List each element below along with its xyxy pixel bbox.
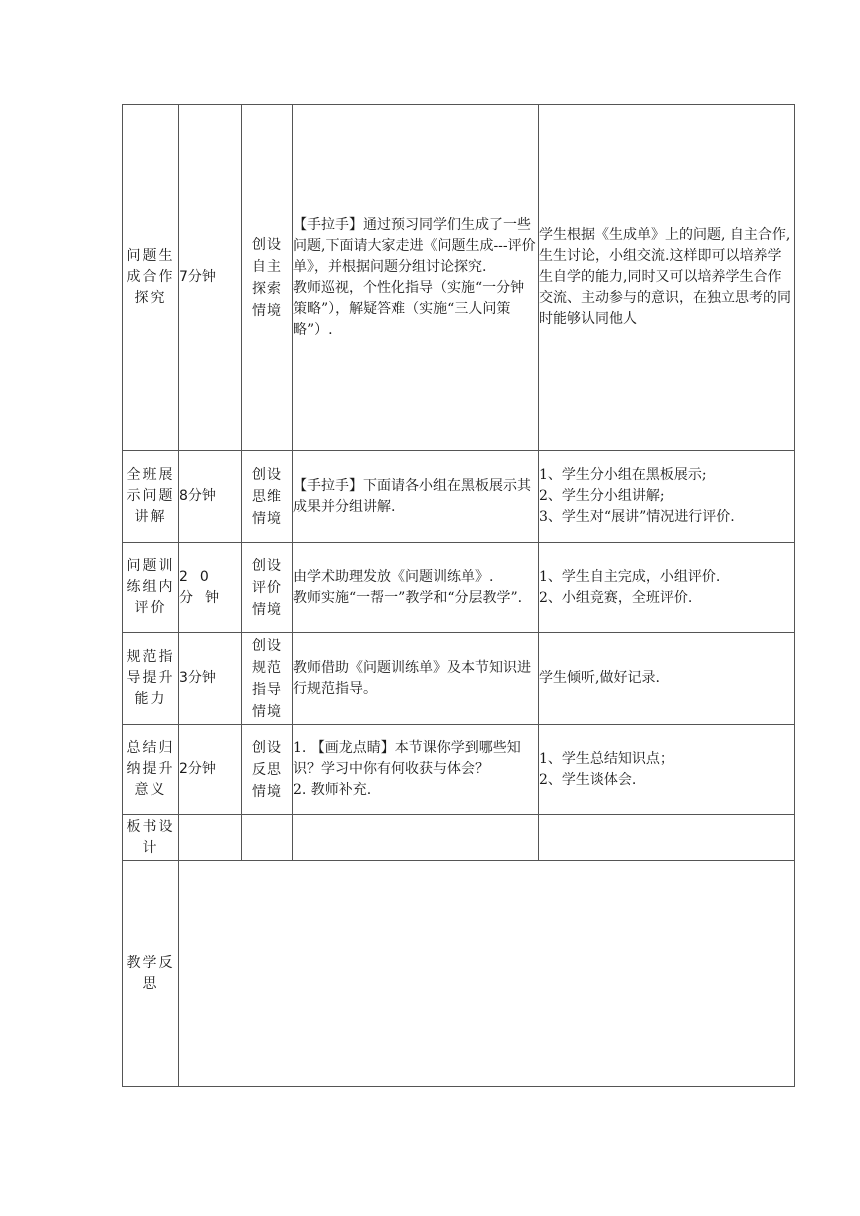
student-activity-cell <box>539 105 795 451</box>
teacher-activity-text: 教师实施“一帮一”教学和“分层教学”. <box>293 589 523 606</box>
student-activity-text: 学生倾听,做好记录. <box>539 670 660 686</box>
student-activity-cell <box>539 543 795 633</box>
stage-cell <box>123 725 179 815</box>
time-cell <box>179 815 242 861</box>
student-activity-text: 1、学生自主完成，小组评价. <box>539 568 721 585</box>
time-cell <box>179 543 242 633</box>
time-label: 3分钟 <box>179 670 216 686</box>
teacher-activity-cell <box>293 105 539 451</box>
situation-label: 创设思维情境 <box>252 466 282 527</box>
time-cell <box>179 451 242 543</box>
table-row <box>123 105 795 451</box>
student-activity-text: 2、学生分小组讲解; <box>539 488 665 504</box>
teacher-activity-cell <box>293 815 539 861</box>
stage-label: 规范指导提升能力 <box>126 649 175 707</box>
teacher-activity-text: 2. 教师补充. <box>293 782 372 798</box>
teacher-activity-cell <box>293 633 539 725</box>
reflection-label-cell <box>123 861 179 1087</box>
teacher-activity-cell <box>293 451 539 543</box>
situation-label: 创设自主探索情境 <box>252 236 282 319</box>
table-row <box>123 543 795 633</box>
situation-cell <box>242 725 293 815</box>
stage-label: 问题训练组内评价 <box>126 558 175 616</box>
student-activity-cell <box>539 725 795 815</box>
stage-label: 问题生成合作探究 <box>126 248 175 306</box>
time-cell <box>179 105 242 451</box>
student-activity-text: 3、学生对“展讲”情况进行评价. <box>539 509 735 525</box>
teacher-activity-text: 由学术助理发放《问题训练单》. <box>293 568 494 585</box>
time-label: 7分钟 <box>179 269 216 285</box>
situation-cell <box>242 815 293 861</box>
teacher-activity-cell <box>293 543 539 633</box>
student-activity-cell <box>539 633 795 725</box>
stage-cell <box>123 451 179 543</box>
table-row <box>123 815 795 861</box>
table-row <box>123 451 795 543</box>
teacher-activity-text: 【手拉手】下面请各小组在黑板展示其成果并分组讲解. <box>293 477 531 515</box>
time-label: 20分钟 <box>179 568 231 606</box>
table-row <box>123 725 795 815</box>
table-row <box>123 633 795 725</box>
stage-label: 全班展示问题讲解 <box>126 467 175 525</box>
student-activity-text: 1、学生分小组在黑板展示; <box>539 467 707 483</box>
student-activity-text: 2、学生谈体会. <box>539 771 637 788</box>
teacher-activity-text: 教师借助《问题训练单》及本节知识进行规范指导。 <box>293 659 531 697</box>
situation-cell <box>242 451 293 543</box>
situation-label: 创设规范指导情境 <box>252 637 282 720</box>
stage-label: 板书设计 <box>126 818 175 856</box>
stage-cell <box>123 633 179 725</box>
student-activity-text: 学生根据《生成单》上的问题, 自主合作,生生讨论，小组交流.这样即可以培养学生自学的能力,同时又可以培养学生合作交流、主动参与的意识，在独立思考的同时能够认同他人 <box>539 227 791 327</box>
reflection-content-cell <box>179 861 795 1087</box>
time-cell <box>179 725 242 815</box>
student-activity-cell <box>539 815 795 861</box>
table-row <box>123 861 795 1087</box>
student-activity-text: 1、学生总结知识点； <box>539 750 674 767</box>
student-activity-cell <box>539 451 795 543</box>
stage-cell <box>123 543 179 633</box>
lesson-plan-table <box>122 104 795 1087</box>
student-activity-text: 2、小组竞赛，全班评价. <box>539 589 693 606</box>
time-cell <box>179 633 242 725</box>
time-label: 8分钟 <box>179 488 216 504</box>
stage-label: 总结归纳提升意义 <box>126 740 175 798</box>
stage-cell <box>123 105 179 451</box>
situation-cell <box>242 105 293 451</box>
time-label: 2分钟 <box>179 761 216 777</box>
situation-label: 创设评价情境 <box>252 557 282 618</box>
stage-cell <box>123 815 179 861</box>
reflection-label: 教学反思 <box>126 954 175 992</box>
teacher-activity-text: 【手拉手】通过预习同学们生成了一些问题,下面请大家走进《问题生成---评价单》，并根据问题分组讨论探究. <box>293 216 536 275</box>
situation-cell <box>242 543 293 633</box>
teacher-activity-text: 1. 【画龙点睛】本节课你学到哪些知识？学习中你有何收获与体会？ <box>293 740 521 777</box>
situation-label: 创设反思情境 <box>252 739 282 800</box>
teacher-activity-text: 教师巡视，个性化指导（实施“一分钟策略”），解疑答难（实施“三人问策略”）. <box>293 279 525 338</box>
teacher-activity-cell <box>293 725 539 815</box>
situation-cell <box>242 633 293 725</box>
